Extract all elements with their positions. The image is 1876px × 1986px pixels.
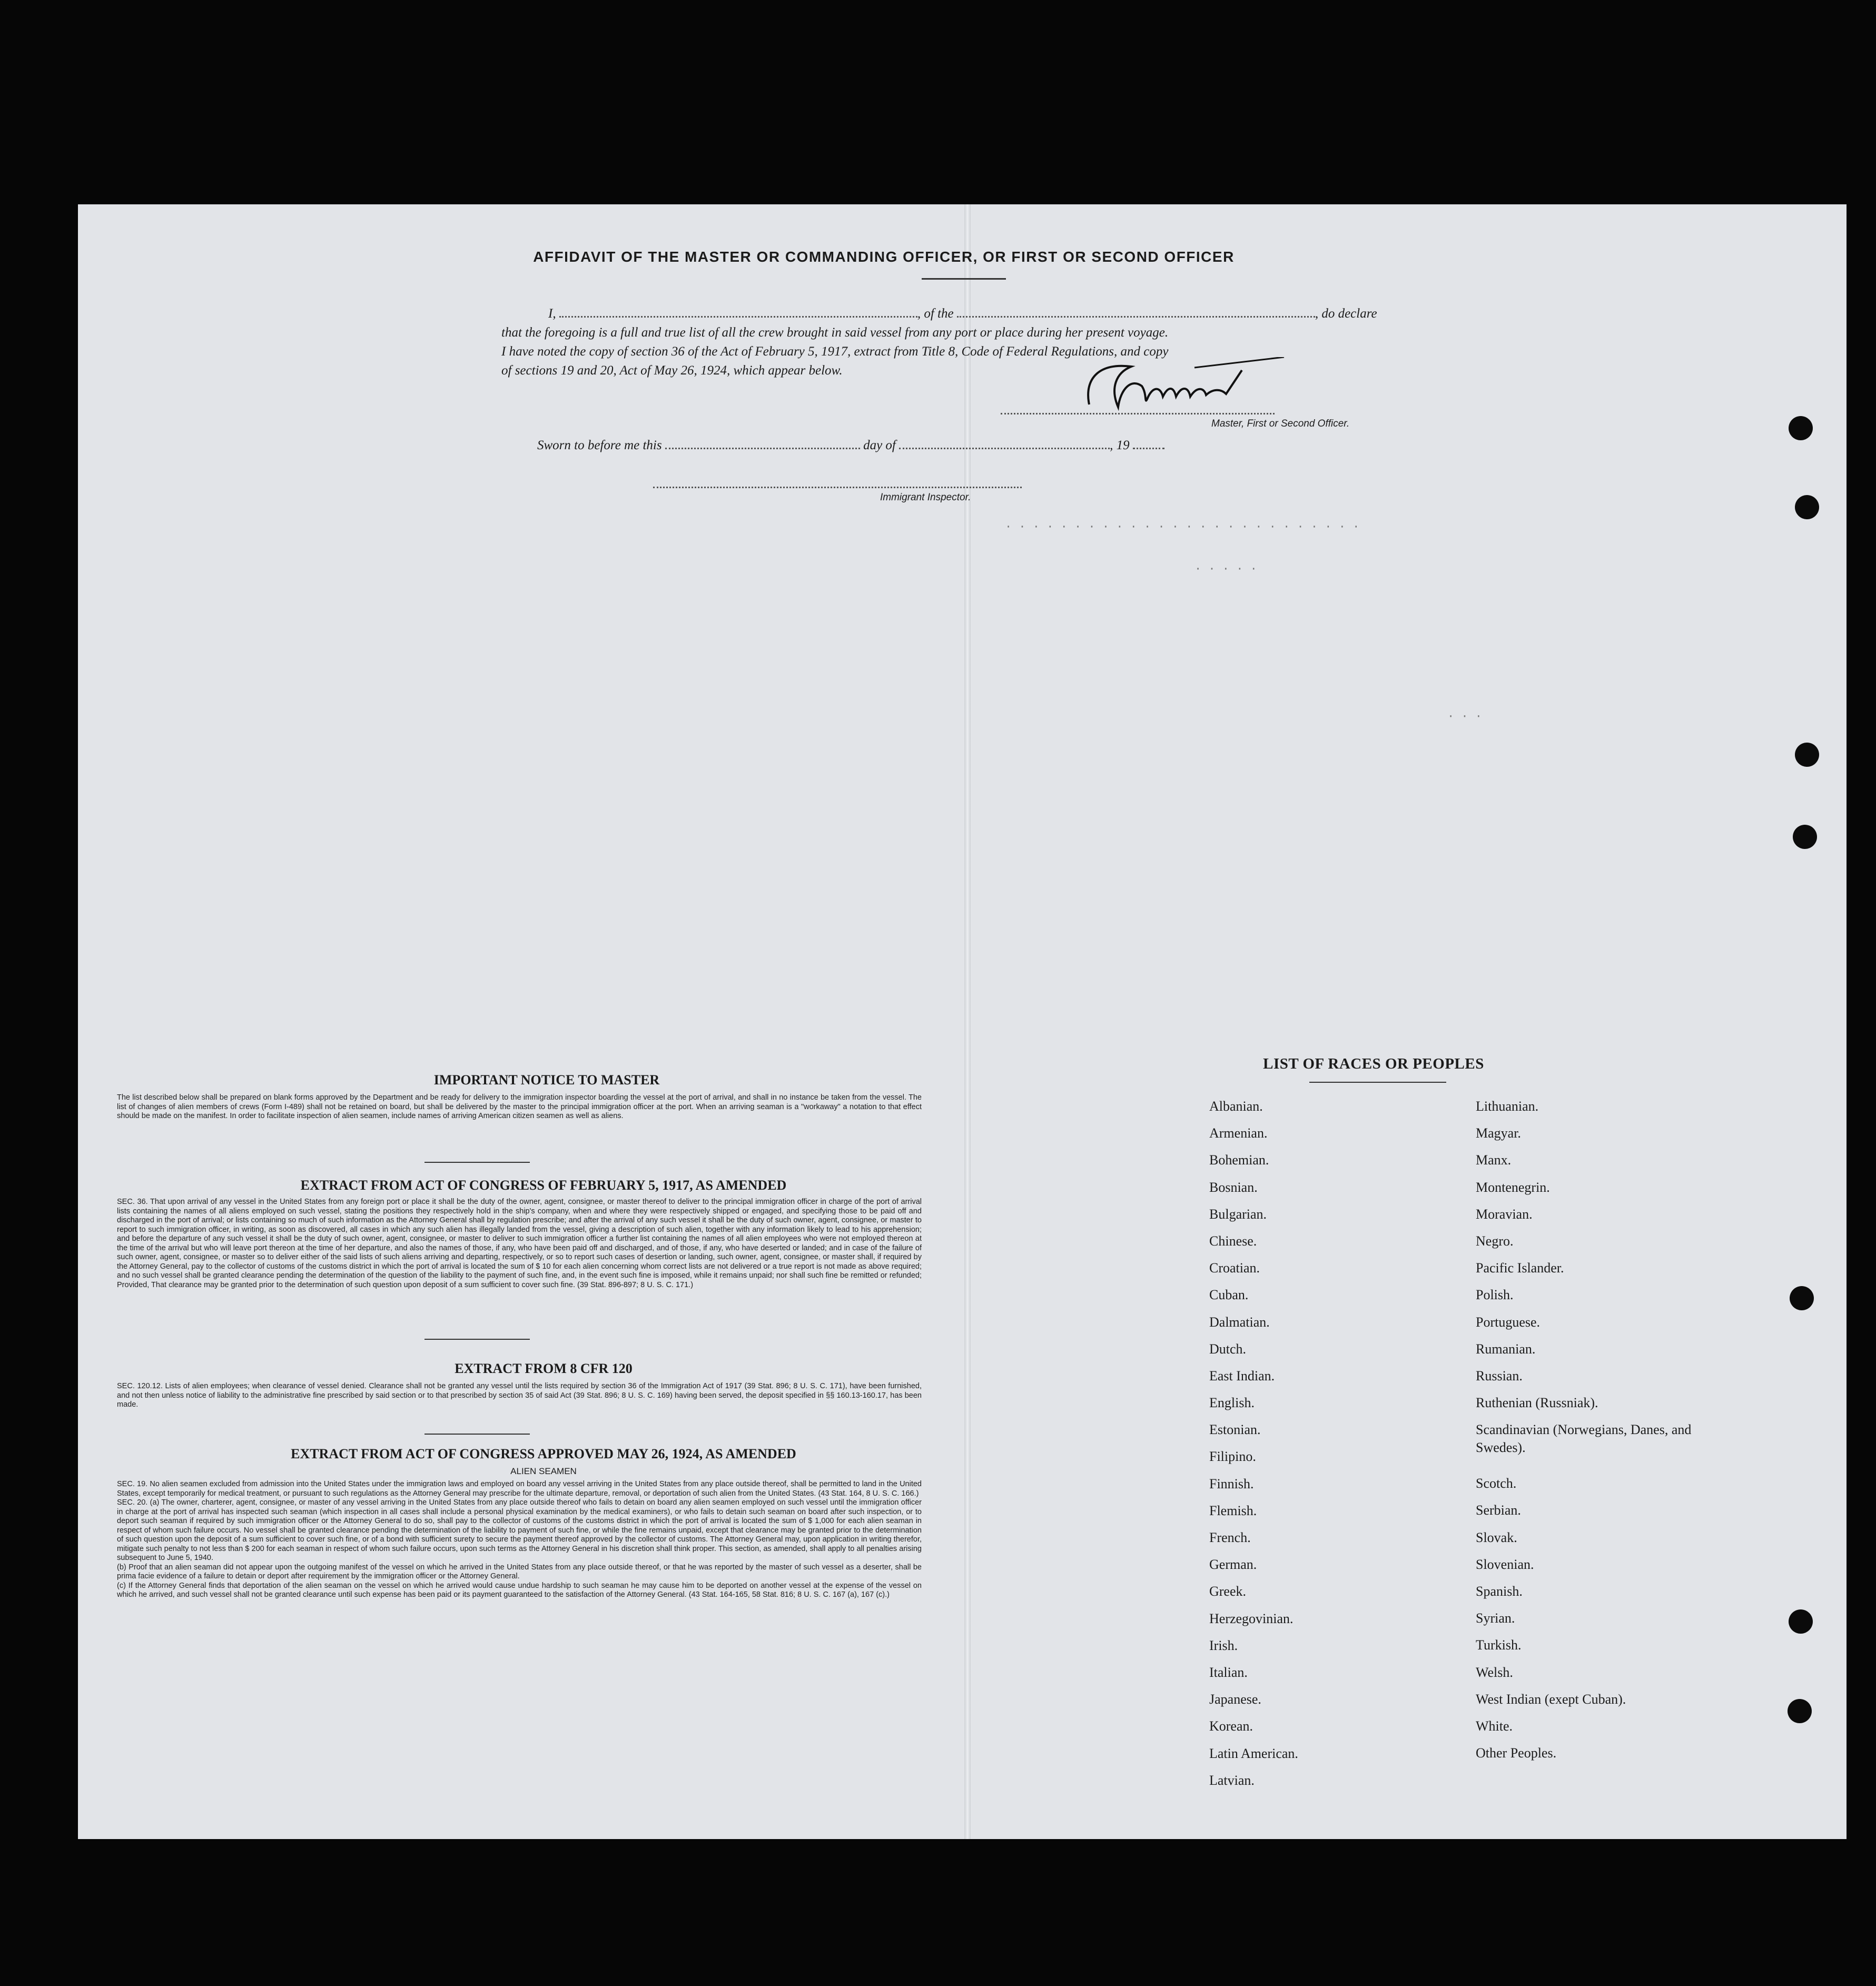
race-item: Manx. — [1476, 1152, 1512, 1168]
race-item: Greek. — [1209, 1584, 1247, 1599]
race-item: Serbian. — [1476, 1503, 1521, 1518]
sec-19-paragraph: SEC. 19. No alien seamen excluded from admission into the United States under the immigration laws and employed on board any vessel arriving in the United States from any place outside thereof, shall be permitted to land in the United States, except temporarily for medical treatment, or pursuant to such regulations as the Attorney General may prescribe for the ultimate departure, removal, or deportation of such alien from the United States. (43 Stat. 164, 8 U. S. C. 166.) — [117, 1480, 922, 1498]
race-item: Bulgarian. — [1209, 1206, 1267, 1222]
signature-line — [1001, 413, 1275, 414]
race-item: English. — [1209, 1395, 1255, 1411]
affidavit-i: I, — [548, 307, 556, 321]
race-item: Estonian. — [1209, 1422, 1261, 1438]
race-item: Scotch. — [1476, 1476, 1517, 1491]
punch-hole — [1793, 825, 1817, 849]
blank-vessel — [957, 316, 1315, 318]
sworn-year: , 19 — [1110, 438, 1130, 452]
inspector-caption: Immigrant Inspector. — [880, 492, 971, 503]
race-item: West Indian (exept Cuban). — [1476, 1691, 1626, 1707]
race-item: Montenegrin. — [1476, 1179, 1550, 1195]
divider — [424, 1339, 530, 1340]
race-item: Magyar. — [1476, 1125, 1521, 1141]
race-item: Herzegovinian. — [1209, 1610, 1294, 1626]
extract-1917-title: EXTRACT FROM ACT OF CONGRESS OF FEBRUARY 5, 1917, AS AMENDED — [300, 1178, 787, 1193]
divider — [1309, 1082, 1446, 1083]
punch-hole — [1789, 1609, 1813, 1634]
race-item: Other Peoples. — [1476, 1745, 1557, 1761]
race-item: Japanese. — [1209, 1692, 1261, 1707]
punch-hole — [1795, 743, 1819, 767]
extract-1924-title: EXTRACT FROM ACT OF CONGRESS APPROVED MAY 26, 1924, AS AMENDED — [291, 1446, 796, 1461]
race-item: Ruthenian (Russniak). — [1476, 1395, 1598, 1411]
punch-hole — [1788, 1699, 1812, 1723]
race-item: Filipino. — [1209, 1449, 1256, 1465]
extract-1917-text: SEC. 36. That upon arrival of any vessel in the United States from any foreign port or place it shall be the duty of the owner, agent, consignee, or master thereof to deliver to the principal immigration officer in charge of the port of arrival lists containing the names of all aliens employed on such vessel, stating the positions they respectively hold in the ship's company, when and where they were respectively shipped or engaged, and specifying those to be paid off and discharged in the port of arrival; or lists containing so much of such information as the Attorney General shall by regulation prescribe; and after the arrival of any such vessel it shall be the duty of such owner, agent, consignee, or master to report to such immigration officer, in writing, as soon as discovered, all cases in which any such alien has illegally landed from the vessel, giving a description of such alien, together with any information likely to lead to his apprehension; and before the departure of any such vessel it shall be the duty of such owner, agent, consignee, or master to deliver to such immigration officer a further list containing the names of all alien employees who were not employed thereon at the time of the arrival but who will leave port thereon at the time of her departure, and also the names of those, if any, who have been paid off and discharged, and of those, if any, who have deserted or landed; and in case of the failure of such owner, agent, consignee, or master so to deliver either of the said lists of such aliens arriving and departing, respectively, or so to report such cases of desertion or landing, such owner, agent, consignee, or master shall, if required by the Attorney General, pay to the collector of customs of the customs district in which the port of arrival is located the sum of $ 10 for each alien concerning whom correct lists are not delivered or a true report is not made as above required; and no such vessel shall be granted clearance pending the determination of the question of the liability to the payment of such fine, and, in the event such fine is imposed, while it remains unpaid; nor shall such fine be remitted or refunded; Provided, That clearance may be granted prior to the determination of such question upon deposit of a sum sufficient to cover such fine. (39 Stat. 896-897; 8 U. S. C. 171.) — [117, 1198, 922, 1289]
race-item: Latin American. — [1209, 1745, 1298, 1761]
sec-20a-paragraph: SEC. 20. (a) The owner, charterer, agent, consignee, or master of any vessel arriving in the United States from any place outside thereof who fails to detain on board any alien seamen employed on such vessel until the immigration officer in charge at the port of arrival has inspected such seaman (which inspection in all cases shall include a personal physical examination by the medical examiners), or who fails to detain such seaman on board after such inspection, or to deport such seaman if required by such immigration officer or the Attorney General to do so, shall pay to the collector of customs of the customs district in which the port of arrival is located the sum of $ 1,000 for each alien seaman in respect of whom such failure occurs. No vessel shall be granted clearance pending the determination of the liability to payment of such fine, or while the fine remains unpaid, except that clearance may be granted prior to the determination of such question upon the deposit of a sum sufficient to cover such fine, or of a bond with sufficient surety to secure the payment thereof approved by the collector of customs. The Attorney General may, upon application in writing therefor, mitigate such penalty to not less than $ 200 for each seaman in respect of whom such failure occurs, upon such terms as the Attorney General in his discretion shall think proper. This section, as amended, shall apply to all penalties arising subsequent to June 5, 1940. — [117, 1498, 922, 1562]
race-item: Chinese. — [1209, 1233, 1257, 1249]
punch-hole — [1789, 416, 1813, 440]
race-item: Negro. — [1476, 1233, 1514, 1249]
race-item: Finnish. — [1209, 1476, 1254, 1491]
divider — [922, 278, 1006, 280]
bleed-through-mark: · · · — [1447, 710, 1483, 723]
race-item: French. — [1209, 1530, 1251, 1545]
extract-cfr-text: SEC. 120.12. Lists of alien employees; when clearance of vessel denied. Clearance shall not be granted any vessel until the lists required by section 36 of the Immigration Act of 1917 (39 Stat. 896; 8 U. S. C. 171), have been furnished, and not then unless notice of liability to the administrative fine prescribed by said section or to that prescribed by section 35 of said Act (39 Stat. 896; 8 U. S. C. 169) having been served, the deposit specified in §§ 160.13-160.17, has been made. — [117, 1382, 922, 1409]
blank-month — [899, 448, 1110, 449]
race-item: Moravian. — [1476, 1206, 1533, 1222]
sec-20b-paragraph: (b) Proof that an alien seaman did not appear upon the outgoing manifest of the vessel on which he arrived in the United States from any place outside thereof, or that he was reported by the master of such vessel as a deserter, shall be prima facie evidence of a failure to detain or deport after requirement by the immigration officer or the Attorney General. — [117, 1563, 922, 1580]
race-item: Slovak. — [1476, 1529, 1517, 1545]
races-right-column — [1476, 1098, 1697, 1771]
race-item: Pacific Islander. — [1476, 1260, 1564, 1276]
race-item: Armenian. — [1209, 1125, 1268, 1141]
sworn-text: Sworn to before me this — [537, 438, 662, 452]
affidavit-declare: , do declare — [1315, 307, 1377, 321]
notice-text: The list described below shall be prepared on blank forms approved by the Department and be ready for delivery to the immigration inspector boarding the vessel at the port of arrival, and shall in no instance be taken from the vessel. The list of changes of alien members of crews (Form I-489) shall not be retained on board, but shall be delivered by the master to the principal immigration officer at the port. When an arriving seaman is a "workaway" a notation to that effect should be made on the manifest. In order to facilitate inspection of alien seamen, include names of arriving American citizen seamen as well as aliens. — [117, 1093, 922, 1120]
race-item: Russian. — [1476, 1368, 1523, 1384]
affidavit-line-3: I have noted the copy of section 36 of the Act of February 5, 1917, extract from Title 8, Code of Federal Regulations, and copy — [501, 344, 1169, 359]
blank-name — [559, 316, 917, 318]
race-item: Bohemian. — [1209, 1152, 1269, 1168]
affidavit-of-the: , of the — [917, 307, 954, 321]
race-item: Albanian. — [1209, 1099, 1263, 1114]
extract-cfr-title: EXTRACT FROM 8 CFR 120 — [455, 1361, 633, 1376]
race-item: Italian. — [1209, 1664, 1248, 1680]
race-item: Turkish. — [1476, 1637, 1522, 1653]
race-item: Dalmatian. — [1209, 1314, 1270, 1330]
bleed-through-mark: · · · · · · · · · · · · · · · · · · · · · · · · · · — [1005, 520, 1360, 533]
extract-1924-subtitle: ALIEN SEAMEN — [510, 1466, 577, 1476]
punch-hole — [1790, 1286, 1814, 1310]
race-item: German. — [1209, 1557, 1257, 1573]
race-item: Dutch. — [1209, 1341, 1247, 1357]
race-item: Lithuanian. — [1476, 1099, 1539, 1114]
race-item: Spanish. — [1476, 1584, 1523, 1599]
race-item: Rumanian. — [1476, 1341, 1536, 1357]
divider — [424, 1162, 530, 1163]
race-item: Cuban. — [1209, 1287, 1249, 1303]
document-page — [78, 204, 1847, 1839]
race-item: Latvian. — [1209, 1772, 1255, 1788]
inspector-line — [653, 487, 1022, 488]
races-title: LIST OF RACES OR PEOPLES — [1263, 1055, 1484, 1072]
blank-day — [665, 448, 860, 449]
race-item: Bosnian. — [1209, 1179, 1258, 1195]
bleed-through-mark: · · · · · — [1194, 562, 1257, 576]
punch-hole — [1795, 495, 1819, 519]
race-item: Welsh. — [1476, 1664, 1513, 1680]
signature — [1068, 357, 1289, 415]
divider — [424, 1434, 530, 1435]
sworn-day-of: day of — [863, 438, 896, 452]
races-left-column — [1209, 1098, 1298, 1799]
race-item: Korean. — [1209, 1718, 1253, 1734]
affidavit-line-1 — [548, 307, 1377, 321]
extract-1924-text — [117, 1480, 922, 1600]
race-item: Syrian. — [1476, 1610, 1515, 1626]
affidavit-line-4: of sections 19 and 20, Act of May 26, 1924, which appear below. — [501, 363, 843, 378]
blank-year — [1133, 448, 1164, 449]
race-item: Slovenian. — [1476, 1556, 1534, 1572]
sec-20c-paragraph: (c) If the Attorney General finds that deportation of the alien seaman on the vessel on which he arrived would cause undue hardship to such seaman he may cause him to be deported on another vessel at the expense of the vessel on which he arrived, and such vessel shall not be granted clearance until such expense has been paid or its payment guaranteed to the satisfaction of the Attorney General. (43 Stat. 164-165, 58 Stat. 816; 8 U. S. C. 167 (a), 167 (c).) — [117, 1581, 922, 1599]
race-item: White. — [1476, 1718, 1513, 1734]
race-item: East Indian. — [1209, 1368, 1275, 1384]
sworn-line — [537, 438, 1164, 453]
signature-caption: Master, First or Second Officer. — [1211, 418, 1350, 429]
race-item: Scandinavian (Norwegians, Danes, and Swedes). — [1476, 1422, 1692, 1456]
affidavit-line-2: that the foregoing is a full and true list of all the crew brought in said vessel from any port or place during her present voyage. — [501, 325, 1169, 340]
race-item: Polish. — [1476, 1287, 1514, 1303]
notice-title: IMPORTANT NOTICE TO MASTER — [433, 1072, 660, 1088]
race-item: Flemish. — [1209, 1503, 1257, 1518]
race-item: Irish. — [1209, 1637, 1238, 1653]
race-item: Croatian. — [1209, 1260, 1260, 1276]
race-item: Portuguese. — [1476, 1314, 1541, 1330]
affidavit-title: AFFIDAVIT OF THE MASTER OR COMMANDING OFFICER, OR FIRST OR SECOND OFFICER — [533, 249, 1235, 265]
